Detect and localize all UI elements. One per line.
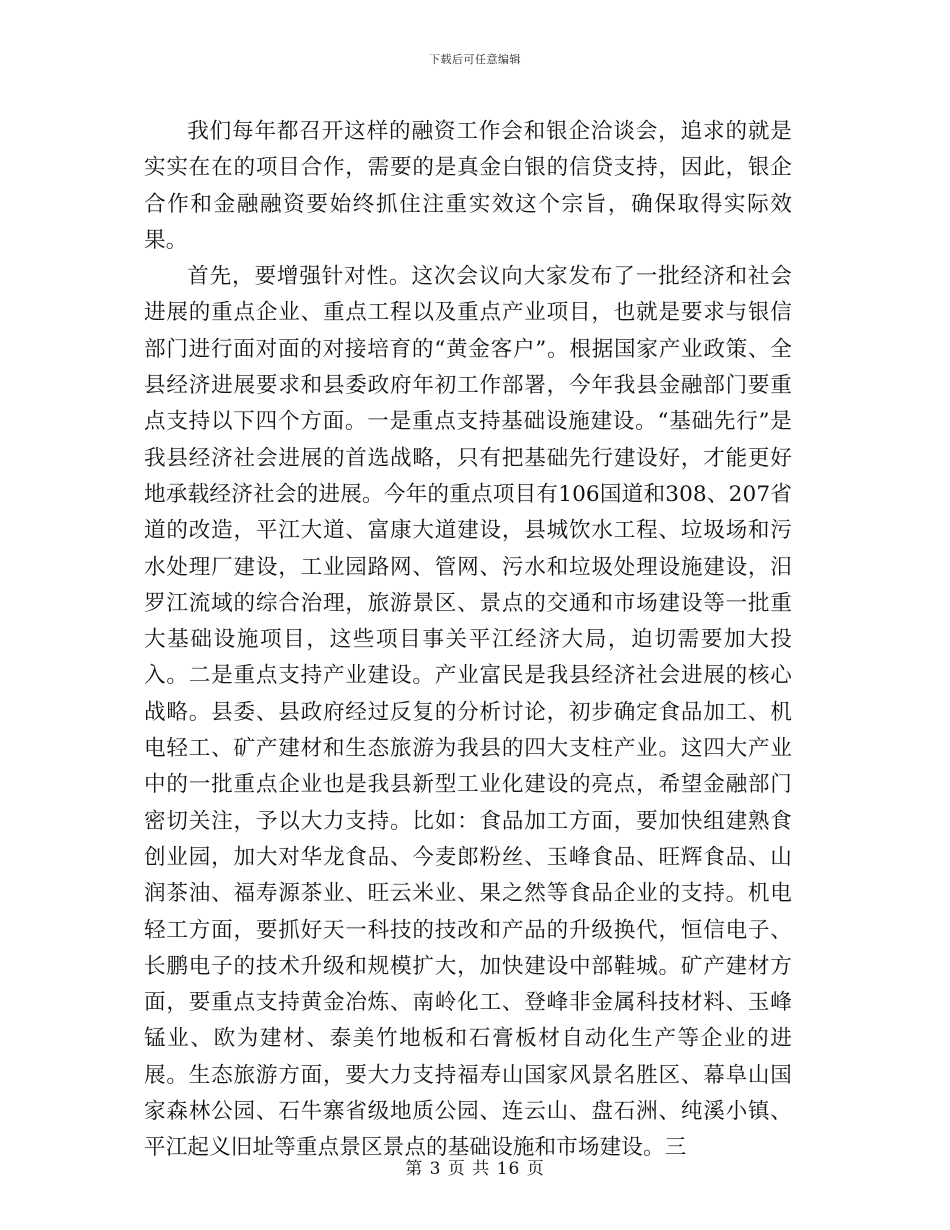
page-header-note: 下载后可任意编辑: [429, 53, 521, 66]
page-number: 第 3 页 共 16 页: [405, 1159, 545, 1179]
document-body: [144, 114, 792, 1167]
paragraph-financing-meeting: 我们每年都召开这样的融资工作会和银企洽谈会，追求的就是实实在在的项目合作，需要的是真金白银的信贷支持，因此，银企合作和金融融资要始终抓住注重实效这个宗旨，确保取得实际效果。: [144, 119, 792, 253]
paragraph-targeted-support: 首先，要增强针对性。这次会议向大家发布了一批经济和社会进展的重点企业、重点工程以及重点产业项目，也就是要求与银信部门进行面对面的对接培育的“黄金客户”。根据国家产业政策、全县经济进展要求和县委政府年初工作部署，今年我县金融部门要重点支持以下四个方面。一是重点支持基础设施建设。“基础先行”是我县经济社会进展的首选战略，只有把基础先行建设好，才能更好地承载经济社会的进展。今年的重点项目有106国道和308、207省道的改造，平江大道、富康大道建设，县城饮水工程、垃圾场和污水处理厂建设，工业园路网、管网、污水和垃圾处理设施建设，汨罗江流域的综合治理，旅游景区、景点的交通和市场建设等一批重大基础设施项目，这些项目事关平江经济大局，迫切需要加大投入。二是重点支持产业建设。产业富民是我县经济社会进展的核心战略。县委、县政府经过反复的分析讨论，初步确定食品加工、机电轻工、矿产建材和生态旅游为我县的四大支柱产业。这四大产业中的一批重点企业也是我县新型工业化建设的亮点，希望金融部门密切关注，予以大力支持。比如：食品加工方面，要加快组建熟食创业园，加大对华龙食品、今麦郎粉丝、玉峰食品、旺辉食品、山润茶油、福寿源茶业、旺云米业、果之然等食品企业的支持。机电轻工方面，要抓好天一科技的技改和产品的升级换代，恒信电子、长鹏电子的技术升级和规模扩大，加快建设中部鞋城。矿产建材方面，要重点支持黄金冶炼、南岭化工、登峰非金属科技材料、玉峰锰业、欧为建材、泰美竹地板和石膏板材自动化生产等企业的进展。生态旅游方面，要大力支持福寿山国家风景名胜区、幕阜山国家森林公园、石牛寨省级地质公园、连云山、盘石洲、纯溪小镇、平江起义旧址等重点景区景点的基础设施和市场建设。三: [144, 264, 792, 1161]
